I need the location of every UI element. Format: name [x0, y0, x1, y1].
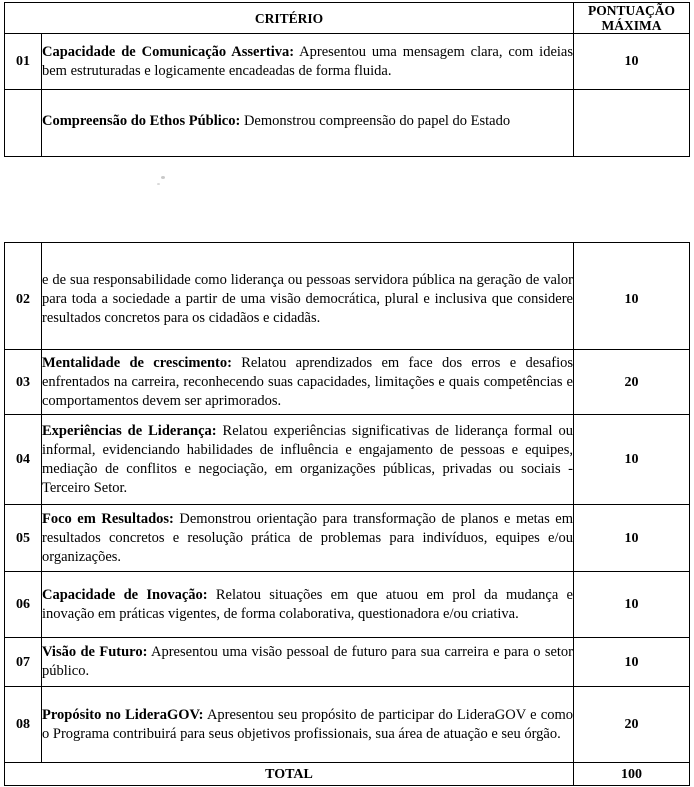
table-row — [5, 572, 690, 638]
row-number-cell: 04 — [5, 415, 42, 505]
table-part-2-wrapper — [0, 240, 694, 786]
table-header-row — [5, 3, 690, 34]
row-number-cell: 03 — [5, 350, 42, 415]
table-row — [5, 350, 690, 415]
row-number-cell: 05 — [5, 505, 42, 572]
table-row-split-bottom — [5, 243, 690, 350]
criterion-text: Apresentou uma visão pessoal de futuro para sua carreira e para o setor público. — [42, 644, 574, 679]
scan-artifact-dot — [157, 183, 160, 185]
criterion-text: Relatou situações em que atuou em prol da mudança e inovação em práticas vigentes, de forma colaborativa, questionadora e/ou criativa. — [42, 586, 573, 622]
row-number-cell: 06 — [5, 572, 42, 638]
score-cell: 10 — [574, 243, 690, 350]
total-value-cell: 100 — [574, 763, 690, 786]
table-part-1-wrapper — [0, 0, 694, 157]
criterion-cell — [42, 243, 574, 350]
score-cell: 20 — [574, 350, 690, 415]
max-score-header-cell: PONTUAÇÃO MÁXIMA — [574, 3, 690, 34]
table-row-split-top — [5, 90, 690, 157]
criteria-table-part-1 — [4, 2, 690, 157]
score-cell: 10 — [574, 572, 690, 638]
criterion-cell — [42, 638, 574, 687]
criteria-table-part-2 — [4, 242, 690, 786]
row-number-cell: 01 — [5, 34, 42, 90]
score-cell: 20 — [574, 687, 690, 763]
table-row — [5, 505, 690, 572]
row-number-cell — [5, 90, 42, 157]
score-cell: 10 — [574, 34, 690, 90]
criterion-text: Relatou experiências significativas de liderança formal ou informal, evidenciando habilidades de influência e engajamento de pessoas e equipes, mediação de conflitos e negociação, em organizações públicas, privadas ou sociais - Terceiro Setor. — [42, 422, 573, 496]
criterion-cell — [42, 415, 574, 505]
score-cell: 10 — [574, 638, 690, 687]
criterion-text: Apresentou uma mensagem clara, com ideias bem estruturadas e logicamente encadeadas de forma fluida. — [42, 43, 574, 79]
criterion-cell — [42, 505, 574, 572]
criterion-header-cell: CRITÉRIO — [5, 3, 574, 34]
criterion-text: Relatou aprendizados em face dos erros e desafios enfrentados na carreira, reconhecendo suas capacidades, limitações e quais competências e comportamentos devem ser aprimorados. — [42, 354, 574, 409]
page-break-gap — [0, 157, 694, 240]
criterion-text: Demonstrou compreensão do papel do Estado — [243, 113, 511, 129]
table-row — [5, 687, 690, 763]
criterion-title: Foco em Resultados: — [42, 510, 174, 527]
row-number-cell: 02 — [5, 243, 42, 350]
criterion-title: Mentalidade de crescimento: — [42, 354, 232, 371]
criterion-cell — [42, 34, 574, 90]
table-row — [5, 638, 690, 687]
criterion-text: Demonstrou orientação para transformação de planos e metas em resultados concretos e resolução prática de problemas para indivíduos, equipes e/ou organizações. — [42, 510, 573, 565]
score-cell: 10 — [574, 415, 690, 505]
total-row — [5, 763, 690, 786]
criterion-title: Experiências de Liderança: — [42, 422, 217, 439]
row-number-cell: 08 — [5, 687, 42, 763]
total-label-cell: TOTAL — [5, 763, 574, 786]
criterion-title: Capacidade de Inovação: — [42, 586, 208, 603]
criterion-cell — [42, 572, 574, 638]
criterion-text: Apresentou seu propósito de participar do LideraGOV e como o Programa contribuirá para seus objetivos profissionais, sua área de atuação e seu órgão. — [42, 706, 574, 742]
table-row — [5, 34, 690, 90]
criterion-cell — [42, 687, 574, 763]
criterion-title: Capacidade de Comunicação Assertiva: — [42, 43, 295, 60]
criterion-text: e de sua responsabilidade como liderança ou pessoas servidora pública na geração de valor para toda a sociedade a partir de uma visão democrática, plural e inclusiva que considere resultados concretos para os cidadãos e cidadãs. — [42, 271, 573, 326]
row-number-cell: 07 — [5, 638, 42, 687]
score-cell — [574, 90, 690, 157]
criterion-title: Propósito no LideraGOV: — [42, 706, 204, 723]
criterion-cell — [42, 350, 574, 415]
score-cell: 10 — [574, 505, 690, 572]
criterion-title: Compreensão do Ethos Público: — [42, 113, 241, 129]
scan-artifact-dot — [161, 176, 165, 179]
criterion-cell — [42, 90, 574, 157]
criterion-title: Visão de Futuro: — [42, 644, 148, 660]
table-row — [5, 415, 690, 505]
